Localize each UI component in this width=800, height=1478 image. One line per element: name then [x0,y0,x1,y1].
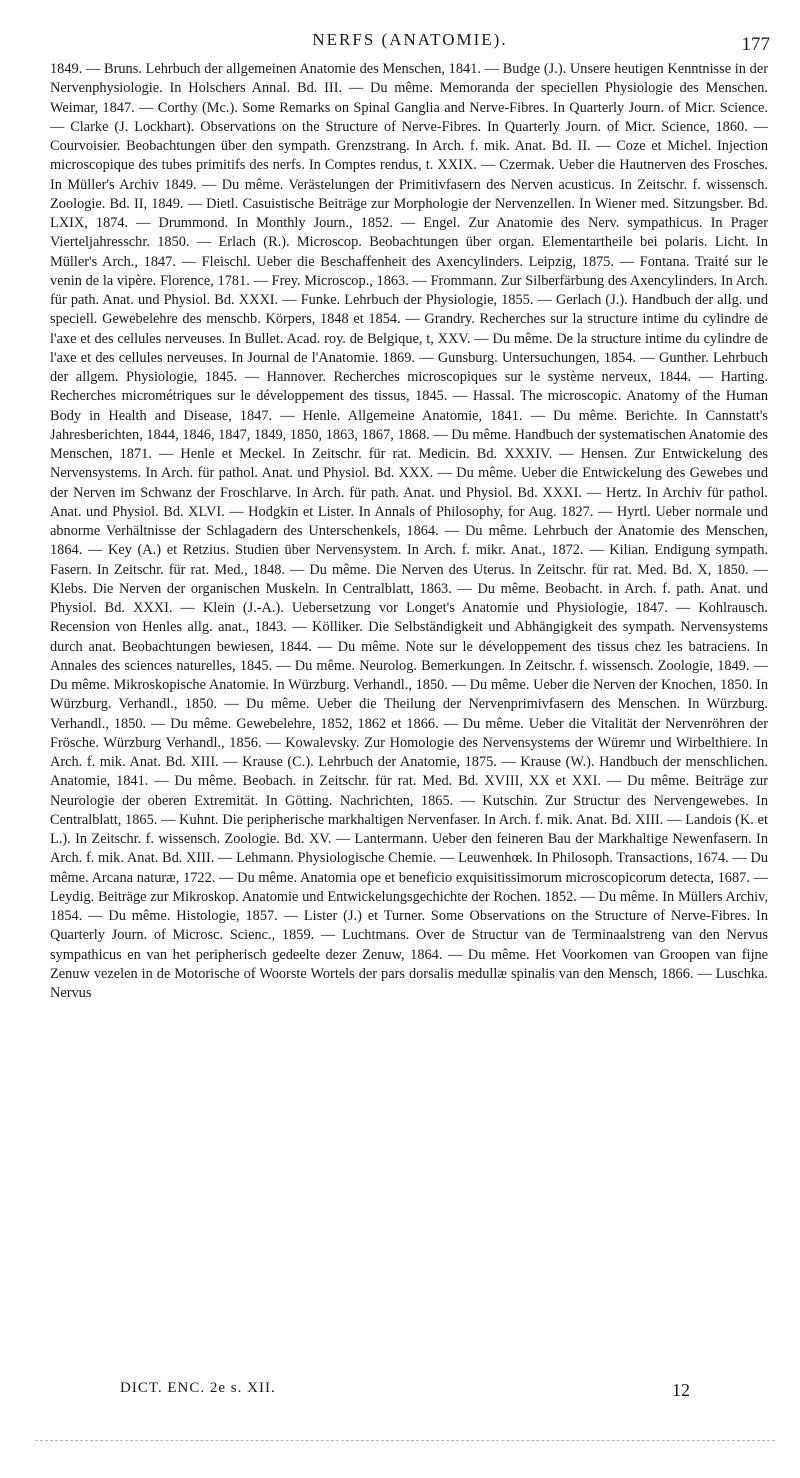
bibliography-text [50,60,768,1003]
signature-mark: 12 [672,1380,690,1400]
bibliography-paragraph: 1849. — Bruns. Lehrbuch der allgemeinen Anatomie des Menschen, 1841. — Budge (J.). Unsere heutigen Kenntnisse in der Nervenphysiologie. In Holschers Annal. Bd. III. — Du même. Memoranda der speciellen Physiologie des Menschen. Weimar, 1847. — Corthy (Mc.). Some Remarks on Spinal Ganglia and Nerve-Fibres. In Quarterly Journ. of Micr. Science. — Clarke (J. Lockhart). Observations on the Structure of Nerve-Fibres. In Quarterly Journ. of Micr. Science, 1860. — Courvoisier. Beobachtungen über den sympath. Grenzstrang. In Arch. f. mik. Anat. Bd. II. — Coze et Michel. Injection microscopique des tubes primitifs des nerfs. In Comptes rendus, t. XXIX. — Czermak. Ueber die Hautnerven des Frosches. In Müller's Archiv 1849. — Du même. Verästelungen der Primitivfasern des Nerven acusticus. In Zeitschr. f. wissensch. Zoologie. Bd. II, 1849. — Dietl. Casuistische Beiträge zur Morphologie der Nervenzellen. In Wiener med. Sitzungsber. Bd. LXIX, 1874. — Drummond. In Monthly Journ., 1852. — Engel. Zur Anatomie des Nerv. sympathicus. In Prager Vierteljahresschr. 1850. — Erlach (R.). Microscop. Beobachtungen über organ. Elementartheile bei polaris. Licht. In Müller's Arch., 1847. — Fleischl. Ueber die Beschaffenheit des Axencylinders. Leipzig, 1875. — Fontana. Traité sur le venin de la vipère. Florence, 1781. — Frey. Microscop., 1863. — Frommann. Zur Silberfärbung des Axencylinders. In Arch. für path. Anat. und Physiol. Bd. XXXI. — Funke. Lehrbuch der Physiologie, 1855. — Gerlach (J.). Handbuch der allg. und speciell. Gewebelehre des menschb. Körpers, 1848 et 1854. — Grandry. Recherches sur la structure intime du cylindre de l'axe et des cellules nerveuses. In Bullet. Acad. roy. de Belgique, t, XXV. — Du même. De la structure intime du cylindre de l'axe et des cellules nerveuses. In Journal de l'Anatomie. 1869. — Gunsburg. Untersuchungen, 1854. — Gunther. Lehrbuch der allgem. Physiologie, 1845. — Hannover. Recherches microscopiques sur le système nerveux, 1844. — Harting. Recherches micrométriques sur le développement des tissus, 1845. — Hassal. The microscopic. Anatomy of the Human Body in Health and Disease, 1847. — Henle. Allgemeine Anatomie, 1841. — Du même. Berichte. In Cannstatt's Jahresberichten, 1844, 1846, 1847, 1849, 1850, 1863, 1867, 1868. — Du même. Handbuch der systematischen Anatomie des Menschen, 1871. — Henle et Meckel. In Zeitschr. für rat. Medicin. Bd. XXXIV. — Hensen. Zur Entwickelung des Nervensystems. In Arch. für pathol. Anat. und Physiol. Bd. XXX. — Du même. Ueber die Entwickelung des Gewebes und der Nerven im Schwanz der Froschlarve. In Arch. für path. Anat. und Physiol. Bd. XXXI. — Hertz. In Archiv für pathol. Anat. und Physiol. Bd. XLVI. — Hodgkin et Lister. In Annals of Philosophy, for Aug. 1827. — Hyrtl. Ueber normale und abnorme Verhältnisse der Schlagadern des Unterschenkels, 1864. — Du même. Lehrbuch der Anatomie des Menschen, 1864. — Key (A.) et Retzius. Studien über Nervensystem. In Arch. f. mikr. Anat., 1872. — Kilian. Endigung sympath. Fasern. In Zeitschr. für rat. Med., 1848. — Du même. Die Nerven des Uterus. In Zeitschr. für rat. Med. Bd. X, 1850. — Klebs. Die Nerven der organischen Muskeln. In Centralblatt, 1863. — Du même. Beobacht. in Arch. f. path. Anat. und Physiol. Bd. XXXI. — Klein (J.-A.). Uebersetzung vor Longet's Anatomie und Physiologie, 1847. — Kohlrausch. Recension von Henles allg. anat., 1843. — Kölliker. Die Selbständigkeit und Abhängigkeit des sympath. Nervensystems durch anat. Beobachtungen bewiesen, 1844. — Du même. Note sur le développement des tissus chez les batraciens. In Annales des sciences naturelles, 1845. — Du même. Neurolog. Bemerkungen. In Zeitschr. f. wissensch. Zoologie, 1849. — Du même. Mikroskopische Anatomie. In Würzburg. Verhandl., 1850. — Du même. Ueber die Nerven der Knochen, 1850. In Würzburg. Verhandl., 1850. — Du même. Ueber die Theilung der Nervenprimivfasern des Menschen. In Würzburg. Verhandl., 1850. — Du même. Gewebelehre, 1852, 1862 et 1866. — Du même. Ueber die Vitalität der Nervenröhren der Frösche. Würzburg Verhandl., 1856. — Kowalevsky. Zur Homologie des Nervensystems der Würemr und Wirbelthiere. In Arch. f. mik. Anat. Bd. XIII. — Krause (C.). Lehrbuch der Anatomie, 1875. — Krause (W.). Handbuch der menschlichen. Anatomie, 1841. — Du même. Beobach. in Zeitschr. für rat. Med. Bd. XVIII, XX et XXI. — Du même. Beiträge zur Neurologie der oberen Extremität. In Götting. Nachrichten, 1865. — Kutschin. Zur Structur des Nervengewebes. In Centralblatt, 1865. — Kuhnt. Die peripherische markhaltigen Nervenfaser. In Arch. f. mik. Anat. Bd. XIII. — Landois (K. et L.). In Zeitschr. f. wissensch. Zoologie. Bd. XV. — Lantermann. Ueber den feineren Bau der Markhaltige Newenfasern. In Arch. f. mik. Anat. Bd. XIII. — Lehmann. Physiologische Chemie. — Leuwenhœk. In Philosoph. Transactions, 1674. — Du même. Arcana naturæ, 1722. — Du même. Anatomia ope et beneficio exquisitissimorum microscopicorum detecta, 1687. — Leydig. Beiträge zur Mikroskop. Anatomie und Entwickelungsgechichte der Rochen. 1852. — Du même. In Müllers Archiv, 1854. — Du même. Histologie, 1857. — Lister (J.) et Turner. Some Observations on the Structure of Nerve-Fibres. In Quarterly Journ. of Microsc. Scienc., 1859. — Luchtmans. Over de Structur van de Terminaalstreng van den Nervus sympathicus en van het peripherisch gedeelte dezer Zenuw, 1864. — Du même. Het Voorkomen van Groopen van fijne Zenuw vezelen in de Motorische of Woorste Wortels der pars dorsalis medullæ spinalis van den Mensch, 1866. — Luschka. Nervus [50,61,768,1001]
page-header [50,30,770,56]
running-head: NERFS (ANATOMIE). [312,30,508,49]
printer-signature: DICT. ENC. 2e s. XII. [120,1380,276,1396]
page-footer [120,1380,690,1404]
page-number: 177 [741,34,770,55]
scan-artifact-line [35,1440,775,1443]
